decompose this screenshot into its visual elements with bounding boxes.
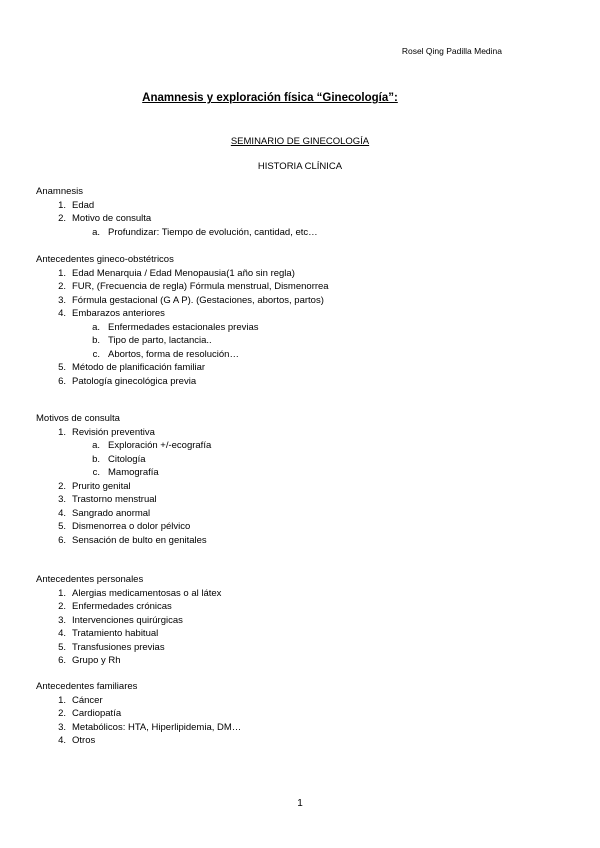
list-item: [36, 587, 560, 601]
list-number: 2.: [58, 601, 66, 612]
sub-list-letter: a.: [92, 321, 100, 333]
list-text: Trastorno menstrual: [72, 494, 157, 505]
list-text: Sangrado anormal: [72, 507, 151, 519]
list-item: [36, 426, 560, 480]
sub-list-item: [36, 334, 560, 348]
sub-list-item: [36, 453, 560, 467]
list-item: [36, 361, 560, 375]
sub-list-item: [36, 321, 560, 335]
section-family-history: [36, 680, 560, 748]
list-number: 4.: [58, 308, 66, 319]
sub-list-item: [36, 348, 560, 362]
list-item: [36, 694, 560, 708]
list-number: 3.: [58, 721, 66, 733]
list-number: 2.: [58, 708, 66, 719]
list-number: 6.: [58, 655, 66, 666]
list-number: 1.: [58, 587, 66, 599]
list-item: [36, 375, 560, 389]
section-title: Antecedentes gineco-obstétricos: [36, 254, 174, 265]
list-number: 4.: [58, 735, 66, 746]
list-text: Cardiopatía: [72, 708, 122, 719]
list-number: 4.: [58, 507, 66, 519]
sub-list-letter: a.: [92, 226, 100, 238]
section-title: Antecedentes personales: [36, 574, 144, 585]
sub-list-text: Exploración +/-ecografía: [108, 440, 212, 451]
list-text: Embarazos anteriores: [72, 308, 165, 319]
list-number: 5.: [58, 362, 66, 373]
list-item: [36, 507, 560, 521]
section-title: Anamnesis: [36, 186, 83, 197]
section-personal-history: [36, 573, 560, 668]
list-item: [36, 734, 560, 748]
sub-list-text: Citología: [108, 453, 146, 465]
seminar-subtitle: SEMINARIO DE GINECOLOGÍA: [230, 136, 370, 147]
list-item: [36, 534, 560, 548]
list-number: 1.: [58, 426, 66, 438]
list-number: 1.: [58, 694, 66, 706]
sub-list-item: [36, 439, 560, 453]
list-text: Otros: [72, 735, 96, 746]
list-number: 3.: [58, 614, 66, 626]
sub-list: [72, 226, 560, 240]
list-item: [36, 480, 560, 494]
sub-list-letter: a.: [92, 440, 100, 451]
list-number: 6.: [58, 534, 66, 546]
list-item: [36, 721, 560, 735]
sub-list-item: [36, 226, 560, 240]
numbered-list: [36, 694, 560, 748]
list-text: Prurito genital: [72, 480, 131, 492]
numbered-list: [36, 199, 560, 240]
numbered-list: [36, 267, 560, 389]
list-item: [36, 520, 560, 534]
list-text: Fórmula gestacional (G A P). (Gestaciones, abortos, partos): [72, 294, 324, 306]
list-text: Motivo de consulta: [72, 213, 152, 224]
list-text: Dismenorrea o dolor pélvico: [72, 521, 191, 532]
list-text: FUR, (Frecuencia de regla) Fórmula menstrual, Dismenorrea: [72, 281, 329, 292]
list-text: Revisión preventiva: [72, 426, 155, 438]
section-gyneco-obstetric: [36, 253, 560, 388]
list-text: Intervenciones quirúrgicas: [72, 614, 183, 626]
list-text: Método de planificación familiar: [72, 362, 206, 373]
list-number: 3.: [58, 494, 66, 505]
list-text: Metabólicos: HTA, Hiperlipidemia, DM…: [72, 721, 242, 733]
list-text: Alergias medicamentosas o al látex: [72, 587, 222, 599]
list-number: 2.: [58, 480, 66, 492]
list-item: [36, 627, 560, 641]
sub-list-text: Profundizar: Tiempo de evolución, cantidad, etc…: [108, 226, 318, 238]
list-number: 2.: [58, 213, 66, 224]
list-text: Enfermedades crónicas: [72, 601, 172, 612]
page-number: 1: [297, 798, 303, 809]
sub-list-letter: b.: [92, 335, 100, 346]
sub-list-text: Enfermedades estacionales previas: [108, 321, 259, 333]
sub-list: [72, 321, 560, 362]
list-text: Grupo y Rh: [72, 655, 121, 666]
list-item: [36, 294, 560, 308]
list-number: 1.: [58, 199, 66, 211]
sub-list: [72, 439, 560, 480]
section-consultation-reasons: [36, 412, 560, 547]
list-text: Edad Menarquia / Edad Menopausia(1 año sin regla): [72, 267, 295, 279]
list-item: [36, 212, 560, 239]
sub-list-text: Tipo de parto, lactancia..: [108, 335, 212, 346]
list-number: 5.: [58, 641, 66, 653]
list-item: [36, 267, 560, 281]
list-number: 4.: [58, 628, 66, 639]
numbered-list: [36, 426, 560, 548]
list-item: [36, 707, 560, 721]
list-text: Transfusiones previas: [72, 641, 165, 653]
sub-list-text: Mamografía: [108, 467, 159, 478]
sub-list-letter: c.: [92, 348, 100, 360]
author-name: Rosel Qing Padilla Medina: [401, 46, 502, 56]
list-number: 2.: [58, 281, 66, 292]
list-item: [36, 199, 560, 213]
sub-list-letter: b.: [92, 453, 100, 465]
list-item: [36, 600, 560, 614]
list-text: Patología ginecológica previa: [72, 375, 197, 387]
list-number: 6.: [58, 375, 66, 387]
sub-list-letter: c.: [92, 467, 100, 478]
clinical-history-heading: HISTORIA CLÍNICA: [257, 161, 343, 172]
list-item: [36, 654, 560, 668]
list-text: Cáncer: [72, 694, 103, 706]
section-title: Motivos de consulta: [36, 413, 120, 424]
list-item: [36, 493, 560, 507]
list-item: [36, 641, 560, 655]
sub-list-text: Abortos, forma de resolución…: [108, 348, 239, 360]
section-anamnesis: [36, 185, 560, 239]
list-number: 5.: [58, 521, 66, 532]
list-text: Edad: [72, 199, 95, 211]
list-item: [36, 307, 560, 361]
numbered-list: [36, 587, 560, 668]
list-item: [36, 280, 560, 294]
document-title: Anamnesis y exploración física “Ginecología”:: [142, 92, 398, 104]
list-text: Sensación de bulto en genitales: [72, 534, 207, 546]
sub-list-item: [36, 466, 560, 480]
list-number: 1.: [58, 267, 66, 279]
section-title: Antecedentes familiares: [36, 681, 138, 692]
list-number: 3.: [58, 294, 66, 306]
list-item: [36, 614, 560, 628]
list-text: Tratamiento habitual: [72, 628, 159, 639]
